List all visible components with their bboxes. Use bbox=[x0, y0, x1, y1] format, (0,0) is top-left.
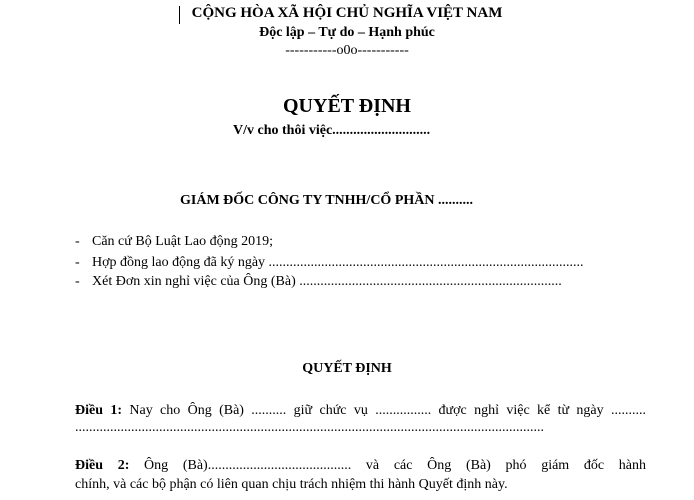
article-2-line-1: Điều 2: Ông (Bà)......................................... và các Ông (Bà) phó giám đốc hành bbox=[75, 458, 646, 473]
issuing-authority: GIÁM ĐỐC CÔNG TY TNHH/CỔ PHẦN .......... bbox=[180, 193, 473, 208]
decision-heading: QUYẾT ĐỊNH bbox=[302, 361, 392, 376]
bullet-dash: - bbox=[75, 234, 80, 249]
national-motto: Độc lập – Tự do – Hạnh phúc bbox=[259, 25, 435, 40]
article-2-label: Điều 2: bbox=[75, 458, 130, 473]
article-2-line-2: chính, và các bộ phận có liên quan chịu trách nhiệm thi hành Quyết định này. bbox=[75, 477, 508, 492]
national-title: CỘNG HÒA XÃ HỘI CHỦ NGHĨA VIỆT NAM bbox=[191, 5, 503, 21]
header-separator: -----------o0o----------- bbox=[285, 43, 409, 58]
article-1-line-2: ...................................................................................................................................... bbox=[75, 420, 544, 435]
basis-item-labor-code: - Căn cứ Bộ Luật Lao động 2019; bbox=[75, 234, 274, 249]
bullet-dash: - bbox=[75, 274, 80, 289]
bullet-dash: - bbox=[75, 255, 80, 270]
document-title: QUYẾT ĐỊNH bbox=[283, 95, 411, 117]
article-1-line-1: Điều 1: Nay cho Ông (Bà) .......... giữ chức vụ ................ được nghỉ việc kể từ ngày .......... bbox=[75, 403, 646, 418]
document-subject: V/v cho thôi việc............................ bbox=[233, 123, 431, 138]
basis-item-labor-contract: - Hợp đồng lao động đã ký ngày .......................................................................................... bbox=[75, 255, 584, 270]
basis-item-resignation-letter: - Xét Đơn xin nghỉ việc của Ông (Bà) ........................................................................... bbox=[75, 274, 562, 289]
article-1-label: Điều 1: bbox=[75, 403, 123, 418]
